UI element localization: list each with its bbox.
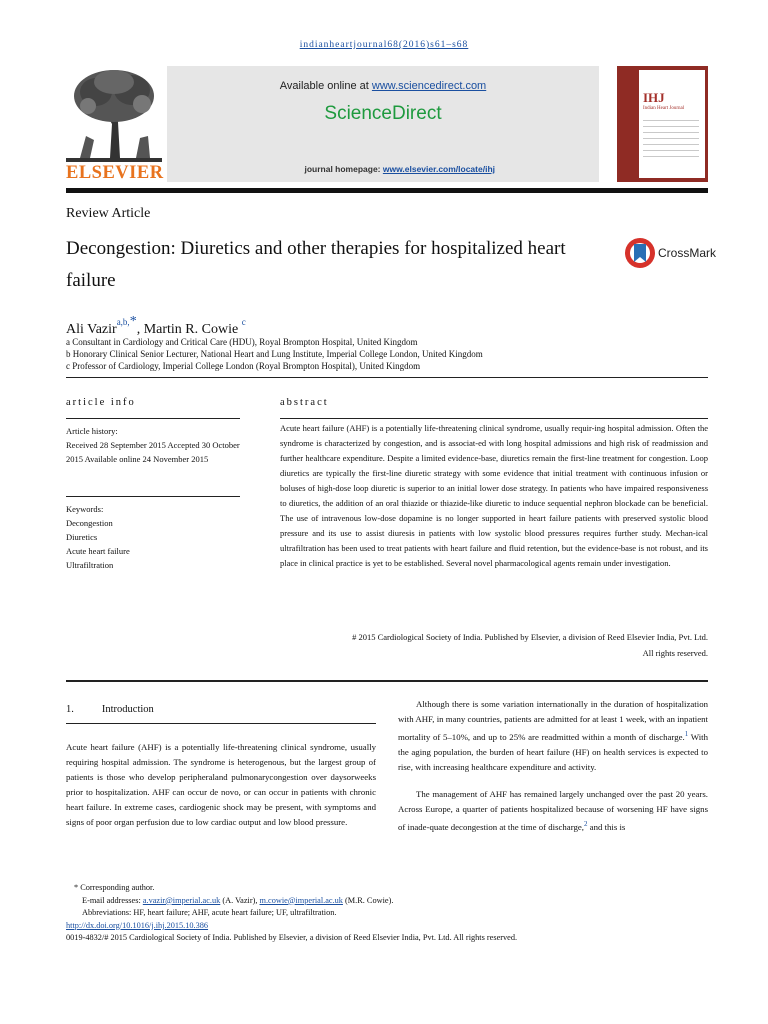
article-info-heading: article info	[66, 397, 136, 408]
history-label: Article history:	[66, 426, 118, 436]
affiliation-divider	[66, 377, 708, 378]
corresponding-star[interactable]: *	[129, 314, 137, 329]
journal-homepage-link[interactable]: www.elsevier.com/locate/ihj	[382, 164, 495, 174]
intro-title: Introduction	[101, 704, 154, 715]
abstract-heading: abstract	[280, 397, 329, 408]
author-cowie[interactable]: , Martin R. Cowie	[136, 322, 239, 337]
p2-text-b: and this is	[587, 821, 626, 832]
issn-copyright: 0019-4832/# 2015 Cardiological Society of India. Published by Elsevier, a division of Reed Elsevier India, Pvt. Ltd. All rights reserved.	[66, 933, 518, 942]
p2-text-a: The management of AHF has remained largely unchanged over the past 20 years. Across Europe, a quarter of patients hospitalized because of worsening HF have signs of inade-quate decongestion at the time of discharge,	[398, 788, 708, 832]
keyword: Ultrafiltration	[66, 560, 114, 570]
email-cowie-link[interactable]: m.cowie@imperial.ac.uk	[259, 895, 343, 905]
copyright-text: # 2015 Cardiological Society of India. Published by Elsevier, a division of Reed Elsevier India, Pvt. Ltd.	[352, 632, 708, 642]
cover-title: IHJ	[643, 90, 665, 105]
cover-band	[623, 70, 639, 178]
corresponding-note: * Corresponding author.	[74, 883, 155, 892]
crossmark-icon	[624, 236, 656, 270]
abstract-rule	[280, 418, 708, 419]
intro-left-paragraph: Acute heart failure (AHF) is a potentially life-threatening clinical syndrome, usually requiring hospital admission. The syndrome is heterogenous, but the largest group of patients is those who develop peripheraland pulmonarycongestion over daysorweeks prior to hospitalization. AHF can occur de novo, or can occur in patients with chronic heart failure. In extreme cases, cardiogenic shock may be present, with symptoms and signs of poor organ perfusion due to low cardiac output and low blood pressure.	[66, 742, 376, 827]
affiliation-c: c Professor of Cardiology, Imperial College London (Royal Brompton Hospital), United Kingdom	[66, 361, 421, 371]
article-info	[66, 424, 240, 466]
doi-line	[66, 920, 708, 933]
email-vazir-link[interactable]: a.vazir@imperial.ac.uk	[142, 895, 221, 905]
body-divider	[66, 680, 708, 682]
crossmark-label: CrossMark	[658, 246, 717, 260]
cover-text-lines	[643, 120, 699, 162]
sciencedirect-link[interactable]: www.sciencedirect.com	[371, 80, 487, 92]
intro-rule	[66, 723, 376, 724]
email-line	[66, 895, 708, 908]
intro-right-column	[398, 697, 708, 835]
affiliations	[66, 336, 483, 372]
sciencedirect-title: ScienceDirect	[324, 103, 442, 124]
rights-text: All rights reserved.	[642, 647, 708, 658]
reference-1[interactable]: 1	[684, 730, 689, 738]
homepage-prefix: journal homepage:	[304, 164, 383, 174]
available-prefix: Available online at	[279, 80, 372, 92]
journal-cover[interactable]	[617, 66, 708, 182]
intro-heading	[66, 704, 154, 715]
email-cowie-name: (M.R. Cowie).	[342, 895, 394, 905]
keywords	[66, 502, 240, 572]
intro-right-paragraph-2	[398, 787, 708, 835]
crossmark-badge[interactable]	[624, 236, 717, 270]
intro-number: 1.	[66, 704, 74, 715]
intro-right-paragraph-1	[398, 697, 708, 775]
abbreviations: Abbreviations: HF, heart failure; AHF, acute heart failure; UF, ultrafiltration.	[82, 908, 337, 917]
abstract-text: Acute heart failure (AHF) is a potentially life-threatening clinical syndrome, usually requir-ing hospital admission. Often the syndrome is characterized by congestion, and is associat-ed with long hospital admissions and high risk of readmission and further healthcare expenditure. Despite a limited evidence-base, diuretics remain the first-line treatment for congestion. Loop diuretics are typically the first-line diuretic strategy with some evidence that initial treatment with continuous infusion or boluses of high-dose loop diuretic is superior to an initial lower dose strategy. In patients who have impaired responsiveness to diuretics, the addition of an oral thiazide or thiazide-like diuretic to induce sequential nephron blockade can be beneficial. The use of intravenous low-dose dopamine is no longer supported in heart failure patients with preserved systolic blood pressure and its use to assist diuresis in patients with low systolic blood pressures requires further study. Mechan-ical ultrafiltration has been used to treat patients with heart failure and fluid retention, but the evidence-base is not robust, and its place in clinical practice is yet to be established. Several novel pharmacological agents remain under investigation.	[280, 423, 708, 568]
elsevier-logo	[66, 66, 162, 184]
available-online	[167, 80, 599, 92]
header-divider	[66, 188, 708, 193]
reference-2[interactable]: 2	[583, 819, 588, 828]
elsevier-tree-icon	[66, 66, 162, 162]
article-info-rule	[66, 418, 240, 419]
keywords-rule	[66, 496, 240, 497]
email-vazir-name: (A. Vazir),	[220, 895, 260, 905]
p1-text-a: Although there is some variation internationally in the duration of hospitalization with AHF, in many countries, patients are admitted for at least 1 week, with an inpatient mortality of 5–10%, and up to 25% are readmitted within a month of discharge.	[398, 699, 708, 742]
email-label: E-mail addresses:	[82, 895, 143, 905]
keyword: Acute heart failure	[66, 546, 130, 556]
history-text: Received 28 September 2015 Accepted 30 October 2015 Available online 24 November 2015	[66, 440, 240, 464]
affiliation-a: a Consultant in Cardiology and Critical Care (HDU), Royal Brompton Hospital, United Kingdom	[66, 337, 418, 347]
sciencedirect-banner	[167, 66, 599, 182]
author-vazir[interactable]: Ali Vazir	[66, 322, 117, 337]
author-cowie-affil[interactable]: c	[241, 317, 246, 327]
elsevier-wordmark: ELSEVIER	[66, 163, 164, 183]
affiliation-b: b Honorary Clinical Senior Lecturer, National Heart and Lung Institute, Imperial College London, United Kingdom	[66, 349, 483, 359]
cover-page	[623, 70, 705, 178]
abstract-copyright	[280, 630, 708, 661]
journal-reference[interactable]: indianheartjournal68(2016)s61–s68	[299, 40, 469, 50]
author-vazir-affil[interactable]: a,b,	[116, 317, 130, 327]
keyword: Decongestion	[66, 518, 113, 528]
keyword: Diuretics	[66, 532, 98, 542]
article-type: Review Article	[66, 206, 151, 221]
footnotes	[66, 882, 708, 945]
p1-text-b: With the aging population, the burden of heart failure (HF) on health services is expected to rise, with increasing healthcare expenditure and activity.	[398, 731, 708, 772]
author-line	[66, 314, 246, 338]
keywords-label: Keywords:	[66, 504, 104, 514]
doi-link[interactable]: http://dx.doi.org/10.1016/j.ihj.2015.10.386	[66, 920, 209, 930]
cover-subtitle: Indian Heart Journal	[643, 106, 685, 111]
article-title: Decongestion: Diuretics and other therapies for hospitalized heart failure	[66, 238, 566, 291]
journal-homepage	[304, 164, 495, 174]
